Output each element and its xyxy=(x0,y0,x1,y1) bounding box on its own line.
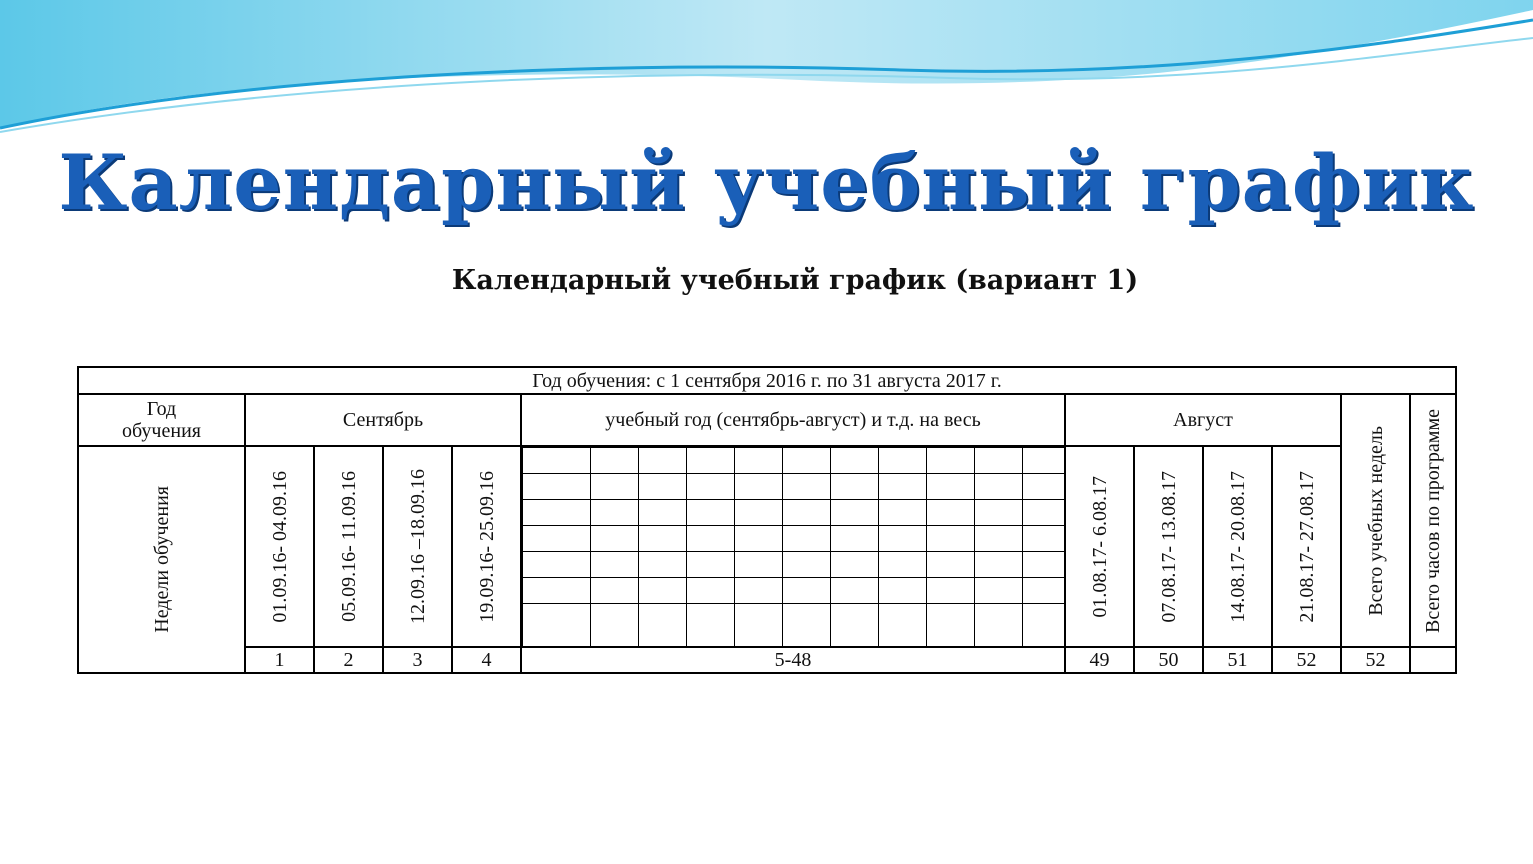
empty-grid-cell xyxy=(974,603,1023,647)
empty-grid-cell xyxy=(782,447,831,474)
total-hours-value xyxy=(1409,646,1457,674)
empty-grid-cell xyxy=(782,525,831,552)
august-week-dates xyxy=(1133,445,1204,648)
empty-grid-cell xyxy=(974,447,1023,474)
empty-grid-cell xyxy=(734,577,783,604)
empty-grid-cell xyxy=(638,603,687,647)
week-number: 3 xyxy=(382,646,453,674)
empty-grid-cell xyxy=(686,473,735,500)
total-weeks-header xyxy=(1340,393,1411,648)
august-week-dates-text: 01.08.17- 6.08.17 xyxy=(1088,475,1111,618)
empty-grid-cell xyxy=(590,551,639,578)
september-header: Сентябрь xyxy=(244,393,522,447)
september-week-dates xyxy=(244,445,315,648)
total-weeks-header-text: Всего учебных недель xyxy=(1364,425,1387,616)
empty-grid-cell xyxy=(686,577,735,604)
empty-grid-cell xyxy=(638,551,687,578)
empty-grid-cell xyxy=(830,499,879,526)
week-number: 2 xyxy=(313,646,384,674)
schedule-table xyxy=(77,366,1457,674)
empty-grid-cell xyxy=(878,525,927,552)
empty-grid-cell xyxy=(878,499,927,526)
empty-grid-cell xyxy=(830,603,879,647)
week-number: 50 xyxy=(1133,646,1204,674)
empty-grid-cell xyxy=(522,551,591,578)
empty-grid-cell xyxy=(522,447,591,474)
august-week-dates xyxy=(1064,445,1135,648)
middle-empty-grid xyxy=(520,445,1066,648)
september-week-dates-text: 05.09.16- 11.09.16 xyxy=(337,471,360,622)
empty-grid-cell xyxy=(782,603,831,647)
total-weeks-value: 52 xyxy=(1340,646,1411,674)
empty-grid-cell xyxy=(522,603,591,647)
row-label-cell xyxy=(77,445,246,674)
empty-grid-cell xyxy=(522,473,591,500)
empty-grid-cell xyxy=(638,499,687,526)
september-week-dates xyxy=(313,445,384,648)
empty-grid-cell xyxy=(926,603,975,647)
empty-grid-cell xyxy=(926,525,975,552)
empty-grid-cell xyxy=(974,577,1023,604)
empty-grid-cell xyxy=(734,551,783,578)
august-week-dates xyxy=(1271,445,1342,648)
middle-week-range: 5-48 xyxy=(520,646,1066,674)
empty-grid-cell xyxy=(734,603,783,647)
empty-grid-cell xyxy=(926,473,975,500)
middle-header: учебный год (сентябрь-август) и т.д. на весь xyxy=(520,393,1066,447)
empty-grid-cell xyxy=(734,525,783,552)
empty-grid-cell xyxy=(590,499,639,526)
empty-grid-cell xyxy=(522,525,591,552)
total-hours-header xyxy=(1409,393,1457,648)
september-week-dates-text: 19.09.16- 25.09.16 xyxy=(475,470,498,623)
empty-grid-cell xyxy=(686,499,735,526)
total-hours-header-text: Всего часов по программе xyxy=(1422,408,1444,633)
decorative-wave-header xyxy=(0,0,1533,140)
slide-subtitle: Календарный учебный график (вариант 1) xyxy=(451,265,1139,296)
empty-grid-cell xyxy=(926,447,975,474)
empty-grid-cell xyxy=(782,551,831,578)
august-week-dates-text: 14.08.17- 20.08.17 xyxy=(1226,470,1249,623)
empty-grid-cell xyxy=(926,577,975,604)
empty-grid-cell xyxy=(686,525,735,552)
empty-grid-cell xyxy=(782,577,831,604)
august-week-dates-text: 21.08.17- 27.08.17 xyxy=(1295,470,1318,623)
september-week-dates-text: 01.09.16- 04.09.16 xyxy=(268,470,291,623)
empty-grid-cell xyxy=(830,577,879,604)
empty-grid-cell xyxy=(782,499,831,526)
empty-grid-cell xyxy=(974,525,1023,552)
empty-grid-cell xyxy=(830,525,879,552)
empty-grid-cell xyxy=(638,525,687,552)
september-week-dates xyxy=(382,445,453,648)
empty-grid-cell xyxy=(590,577,639,604)
empty-grid-cell xyxy=(878,551,927,578)
week-number: 52 xyxy=(1271,646,1342,674)
empty-grid-cell xyxy=(926,551,975,578)
august-header: Август xyxy=(1064,393,1342,447)
week-number: 49 xyxy=(1064,646,1135,674)
empty-grid-cell xyxy=(638,473,687,500)
empty-grid-cell xyxy=(522,577,591,604)
empty-grid-cell xyxy=(590,447,639,474)
table-caption: Год обучения: с 1 сентября 2016 г. по 31 августа 2017 г. xyxy=(77,366,1457,395)
empty-grid-cell xyxy=(878,473,927,500)
empty-grid-cell xyxy=(686,603,735,647)
september-week-dates xyxy=(451,445,522,648)
empty-grid-cell xyxy=(590,473,639,500)
august-week-dates-text: 07.08.17- 13.08.17 xyxy=(1157,470,1180,623)
august-week-dates xyxy=(1202,445,1273,648)
empty-grid-cell xyxy=(734,473,783,500)
slide-title: Календарный учебный график xyxy=(58,138,1475,227)
empty-grid-cell xyxy=(974,551,1023,578)
empty-grid-cell xyxy=(974,499,1023,526)
empty-grid-cell xyxy=(830,551,879,578)
empty-grid-cell xyxy=(522,499,591,526)
row-label-text: Недели обучения xyxy=(150,486,173,633)
empty-grid-cell xyxy=(974,473,1023,500)
empty-grid-cell xyxy=(686,551,735,578)
empty-grid-cell xyxy=(830,473,879,500)
empty-grid-cell xyxy=(878,447,927,474)
year-header: Год обучения xyxy=(77,393,246,447)
empty-grid-cell xyxy=(878,603,927,647)
empty-grid-cell xyxy=(926,499,975,526)
empty-grid-cell xyxy=(590,603,639,647)
empty-grid-cell xyxy=(782,473,831,500)
empty-grid-cell xyxy=(638,447,687,474)
empty-grid-cell xyxy=(590,525,639,552)
empty-grid-cell xyxy=(686,447,735,474)
empty-grid-cell xyxy=(878,577,927,604)
empty-grid-cell xyxy=(734,447,783,474)
empty-grid-cell xyxy=(830,447,879,474)
week-number: 4 xyxy=(451,646,522,674)
week-number: 1 xyxy=(244,646,315,674)
week-number: 51 xyxy=(1202,646,1273,674)
empty-grid-cell xyxy=(734,499,783,526)
september-week-dates-text: 12.09.16 –18.09.16 xyxy=(406,469,429,624)
empty-grid-cell xyxy=(638,577,687,604)
